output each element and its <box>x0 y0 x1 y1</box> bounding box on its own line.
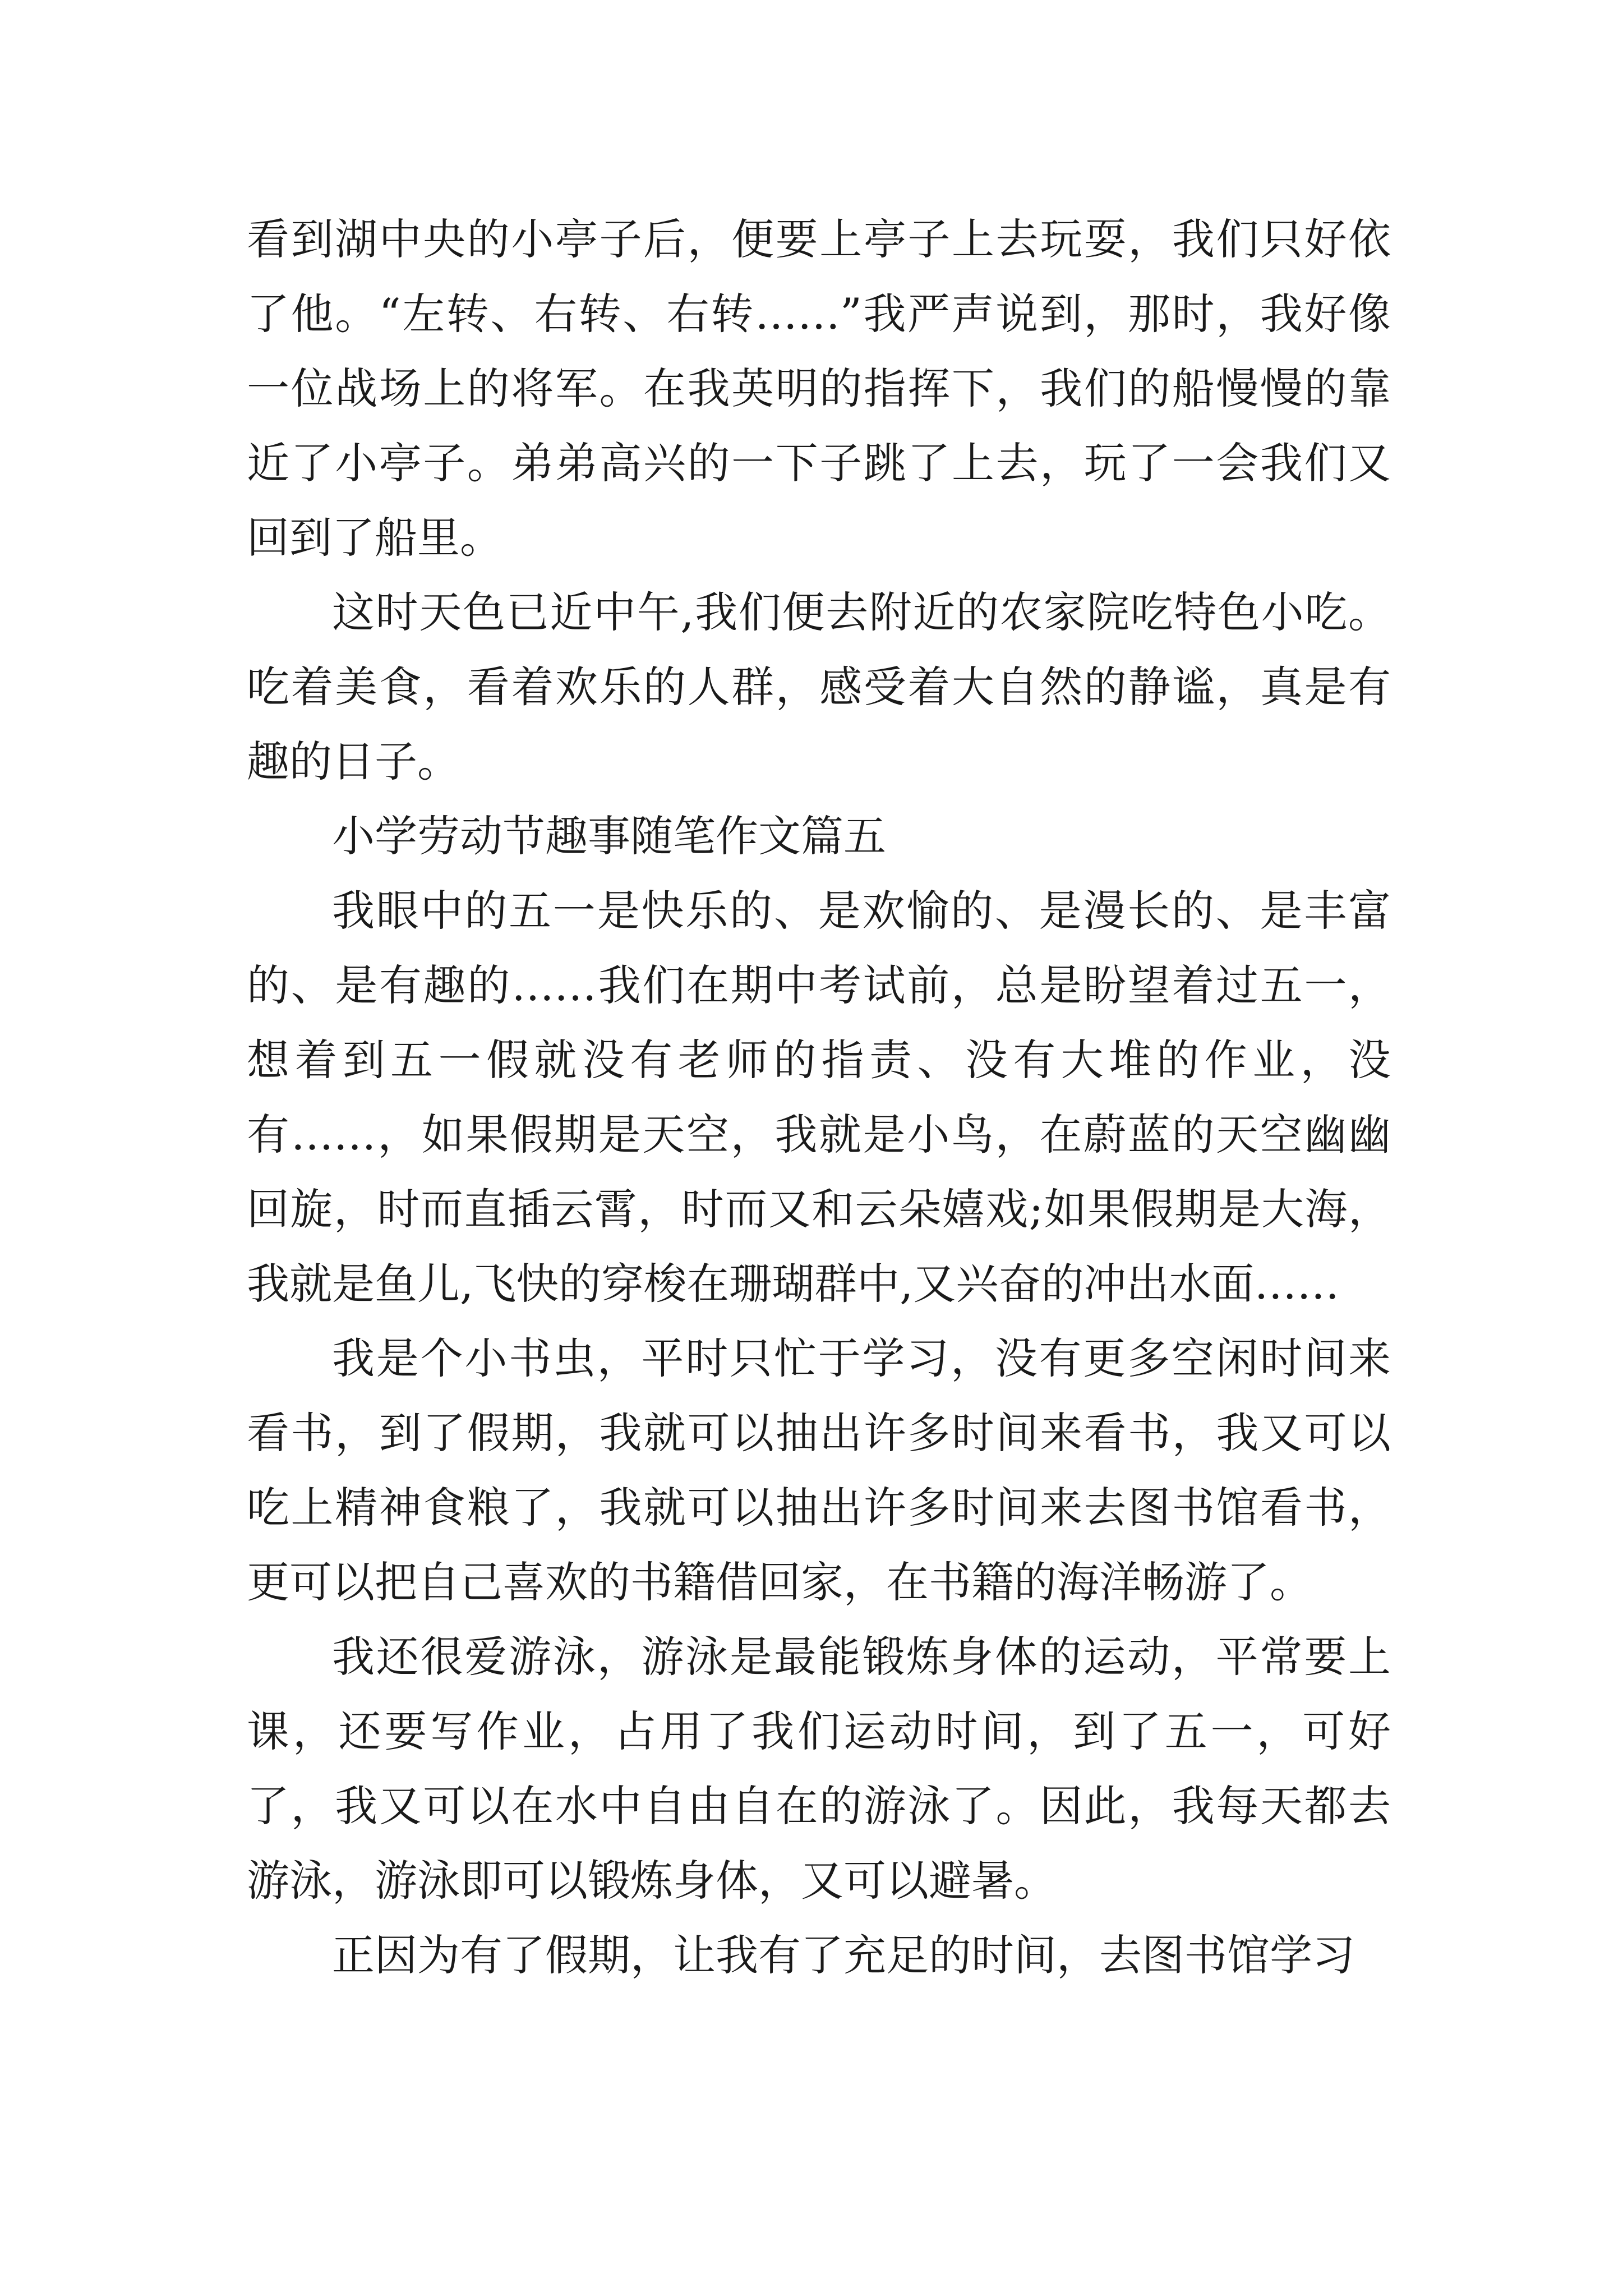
paragraph: 这时天色已近中午,我们便去附近的农家院吃特色小吃。吃着美食，看着欢乐的人群，感受着大自然的静谧，真是有趣的日子。 <box>247 587 1391 786</box>
paragraph: 我是个小书虫，平时只忙于学习，没有更多空闲时间来看书，到了假期，我就可以抽出许多时间来看书，我又可以吃上精神食粮了，我就可以抽出许多时间来去图书馆看书，更可以把自己喜欢的书籍借回家，在书籍的海洋畅游了。 <box>247 1333 1391 1607</box>
section-title: 小学劳动节趣事随笔作文篇五 <box>332 811 886 861</box>
document-body <box>247 202 1391 1993</box>
paragraph: 看到湖中央的小亭子后，便要上亭子上去玩耍，我们只好依了他。“左转、右转、右转……”我严声说到，那时，我好像一位战场上的将军。在我英明的指挥下，我们的船慢慢的靠近了小亭子。弟弟高兴的一下子跳了上去，玩了一会我们又回到了船里。 <box>247 214 1391 563</box>
paragraph: 我还很爱游泳，游泳是最能锻炼身体的运动，平常要上课，还要写作业，占用了我们运动时间，到了五一，可好了，我又可以在水中自由自在的游泳了。因此，我每天都去游泳，游泳即可以锻炼身体，又可以避暑。 <box>247 1632 1391 1906</box>
paragraph: 我眼中的五一是快乐的、是欢愉的、是漫长的、是丰富的、是有趣的……我们在期中考试前，总是盼望着过五一，想着到五一假就没有老师的指责、没有大堆的作业，没有……，如果假期是天空，我就是小鸟，在蔚蓝的天空幽幽回旋，时而直插云霄，时而又和云朵嬉戏;如果假期是大海，我就是鱼儿,飞快的穿梭在珊瑚群中,又兴奋的冲出水面…… <box>247 886 1391 1309</box>
paragraph: 正因为有了假期，让我有了充足的时间，去图书馆学习 <box>332 1930 1355 1980</box>
